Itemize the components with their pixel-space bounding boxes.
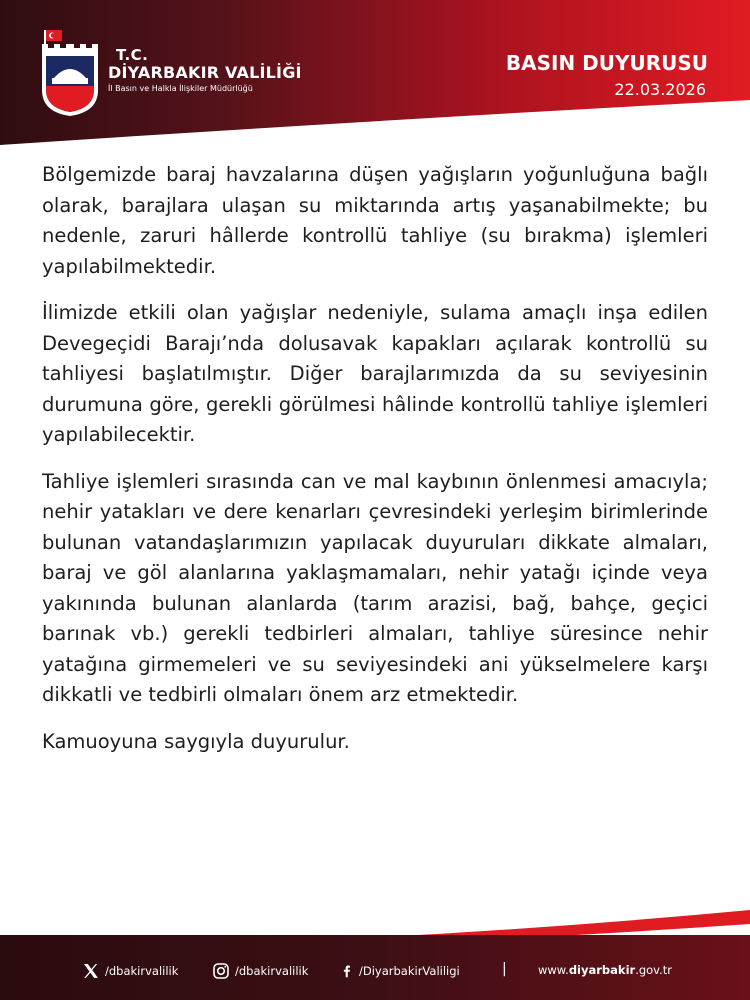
- org-tc: T.C.: [116, 46, 149, 64]
- facebook-handle: /DiyarbakirValiligi: [359, 964, 460, 978]
- website-suffix: .gov.tr: [635, 963, 672, 977]
- notice-title: BASIN DUYURUSU: [505, 51, 708, 75]
- announcement-body: [42, 160, 708, 773]
- org-name: DİYARBAKIR VALİLİĞİ: [108, 63, 302, 82]
- social-facebook[interactable]: [340, 962, 460, 980]
- social-x[interactable]: [82, 962, 178, 980]
- closing-line: Kamuoyuna saygıyla duyurulur.: [42, 729, 350, 753]
- paragraph: Bölgemizde baraj havzalarına düşen yağışların yoğunluğuna bağlı olarak, barajlara ulaşan su miktarında artış yaşanabilmekte; bu nedenle, zaruri hâllerde kontrollü tahliye (su bırakma) işlemleri yapılabilmektedir.: [42, 163, 708, 278]
- facebook-icon: [340, 962, 354, 980]
- website-prefix: www.: [538, 963, 569, 977]
- header-wave-decoration: [0, 100, 750, 145]
- notice-date: 22.03.2026: [614, 80, 706, 99]
- instagram-icon: [212, 962, 230, 980]
- header-banner: [0, 0, 750, 145]
- paragraph: Tahliye işlemleri sırasında can ve mal kaybının önlenmesi amacıyla; nehir yatakları ve dere kenarları çevresindeki yerleşim birimlerinde bulunan vatandaşlarımızın yapılacak duyuruları dikkate almaları, baraj ve göl alanlarına yaklaşmamaları, nehir yatağı içinde veya yakınında bulunan alanlarda (tarım arazisi, bağ, bahçe, geçici barınak vb.) gerekli tedbirleri almaları, tahliye süresince nehir yatağına girmemeleri ve su seviyesindeki ani yükselmelere karşı dikkatli ve tedbirli olmaları önem arz etmektedir.: [42, 469, 708, 706]
- website-link[interactable]: [538, 963, 672, 977]
- org-subtitle: İl Basın ve Halkla İlişkiler Müdürlüğü: [108, 84, 253, 93]
- website-domain: diyarbakir: [568, 963, 636, 977]
- x-icon: [82, 962, 100, 980]
- social-instagram[interactable]: [212, 962, 308, 980]
- x-handle: /dbakirvalilik: [105, 964, 179, 978]
- footer-separator: |: [502, 961, 507, 977]
- instagram-handle: /dbakirvalilik: [235, 964, 309, 978]
- diyarbakir-valiligi-logo: [38, 28, 102, 118]
- paragraph: İlimizde etkili olan yağışlar nedeniyle, sulama amaçlı inşa edilen Devegeçidi Barajı’nda dolusavak kapakları açılarak kontrollü su tahliyesi başlatılmıştır. Diğer barajlarımızda da su seviyesinin durumuna göre, gerekli görülmesi hâlinde kontrollü tahliye işlemleri yapılabilecektir.: [42, 301, 708, 446]
